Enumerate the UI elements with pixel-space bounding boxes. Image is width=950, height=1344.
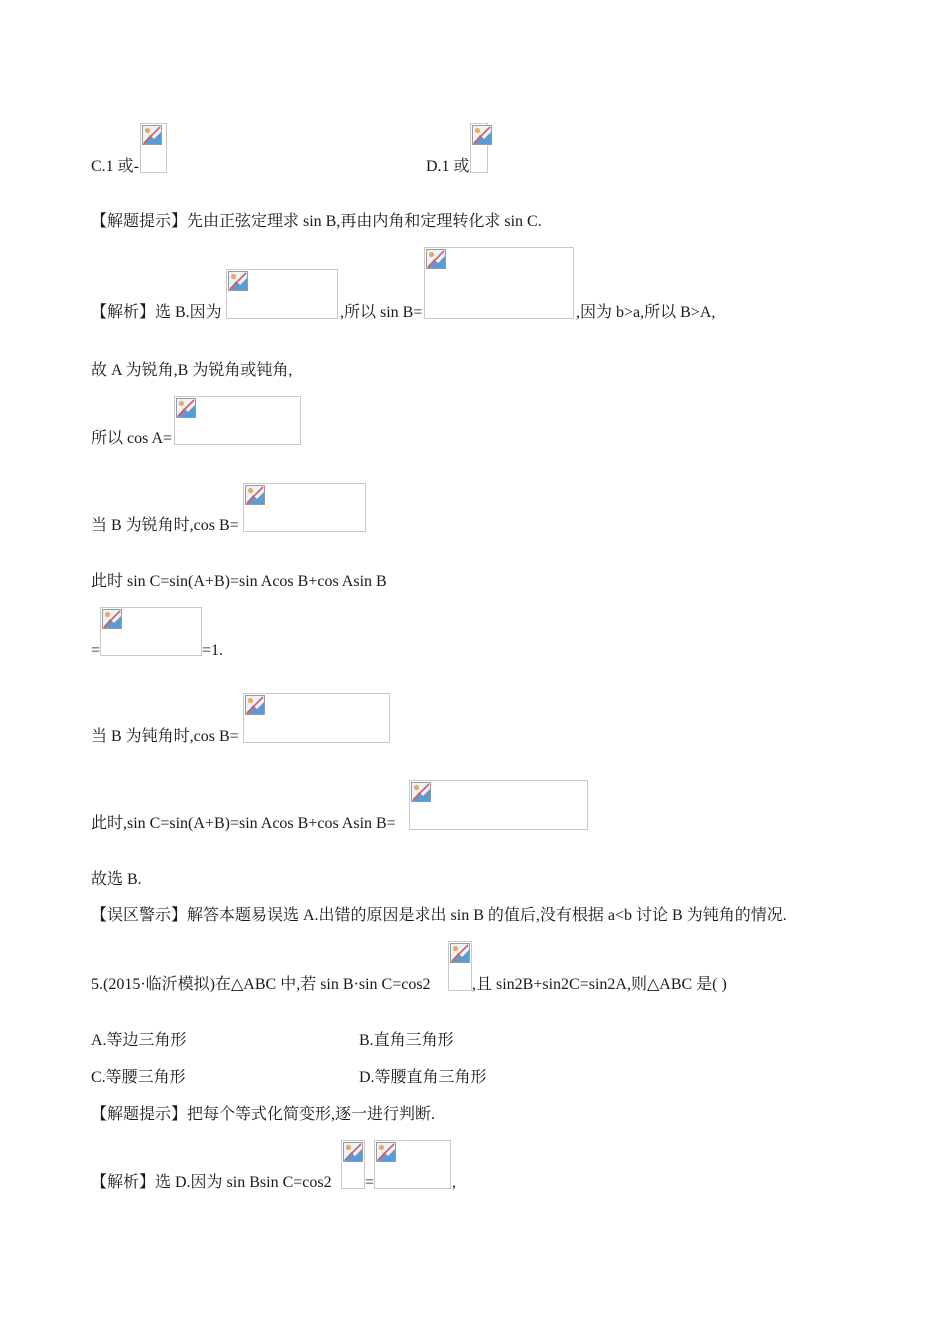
formula-image <box>424 247 574 319</box>
formula-image <box>409 780 588 830</box>
broken-image-icon <box>176 398 196 418</box>
hint-text: 【解题提示】先由正弦定理求 sin B,再由内角和定理转化求 sin C. <box>91 213 542 230</box>
formula-image <box>100 607 202 656</box>
case-obtuse: 当 B 为钝角时,cos B= <box>91 728 239 745</box>
broken-image-icon <box>450 943 470 963</box>
angle-statement: 故 A 为锐角,B 为锐角或钝角, <box>91 362 293 379</box>
formula-image <box>174 396 301 445</box>
answer-b: 故选 B. <box>91 871 142 888</box>
equals-sign: = <box>91 642 101 659</box>
option-d: D.1 或 <box>426 158 470 175</box>
question-5-text: 5.(2015·临沂模拟)在△ABC 中,若 sin B·sin C=cos2 <box>91 976 431 993</box>
question-5-tail: ,且 sin2B+sin2C=sin2A,则△ABC 是( ) <box>472 976 727 993</box>
solution-text-1: 【解析】选 B.因为 <box>91 304 222 321</box>
solution-text-2: ,所以 sin B= <box>340 304 423 321</box>
solution-text-3: ,因为 b>a,所以 B>A, <box>576 304 716 321</box>
result-text: =1. <box>202 642 224 659</box>
option-c: C.1 或- <box>91 158 140 175</box>
formula-image <box>243 693 390 743</box>
option-b: B.直角三角形 <box>359 1032 454 1049</box>
option-d: D.等腰直角三角形 <box>359 1069 487 1086</box>
cos-a-label: 所以 cos A= <box>91 430 173 447</box>
sin-c-obtuse: 此时,sin C=sin(A+B)=sin Acos B+cos Asin B= <box>91 815 396 832</box>
broken-image-icon <box>228 271 248 291</box>
broken-image-icon <box>426 249 446 269</box>
formula-image <box>140 123 167 173</box>
solution-text-1: 【解析】选 D.因为 sin Bsin C=cos2 <box>91 1174 332 1191</box>
formula-image <box>226 269 338 319</box>
formula-image <box>448 941 472 991</box>
formula-image <box>470 123 488 173</box>
formula-image <box>243 483 366 532</box>
broken-image-icon <box>376 1142 396 1162</box>
broken-image-icon <box>245 485 265 505</box>
comma: , <box>452 1174 456 1191</box>
broken-image-icon <box>472 125 492 145</box>
hint-text: 【解题提示】把每个等式化简变形,逐一进行判断. <box>91 1106 436 1123</box>
case-acute: 当 B 为锐角时,cos B= <box>91 517 239 534</box>
warning-text: 【误区警示】解答本题易误选 A.出错的原因是求出 sin B 的值后,没有根据 a<b 讨论 B 为钝角的情况. <box>91 907 787 924</box>
broken-image-icon <box>102 609 122 629</box>
formula-image <box>374 1140 451 1189</box>
broken-image-icon <box>411 782 431 802</box>
option-a: A.等边三角形 <box>91 1032 187 1049</box>
broken-image-icon <box>245 695 265 715</box>
option-c: C.等腰三角形 <box>91 1069 186 1086</box>
formula-image <box>341 1140 365 1189</box>
sin-c-expansion: 此时 sin C=sin(A+B)=sin Acos B+cos Asin B <box>91 573 387 590</box>
broken-image-icon <box>343 1142 363 1162</box>
equals-sign: = <box>365 1174 375 1191</box>
broken-image-icon <box>142 125 162 145</box>
